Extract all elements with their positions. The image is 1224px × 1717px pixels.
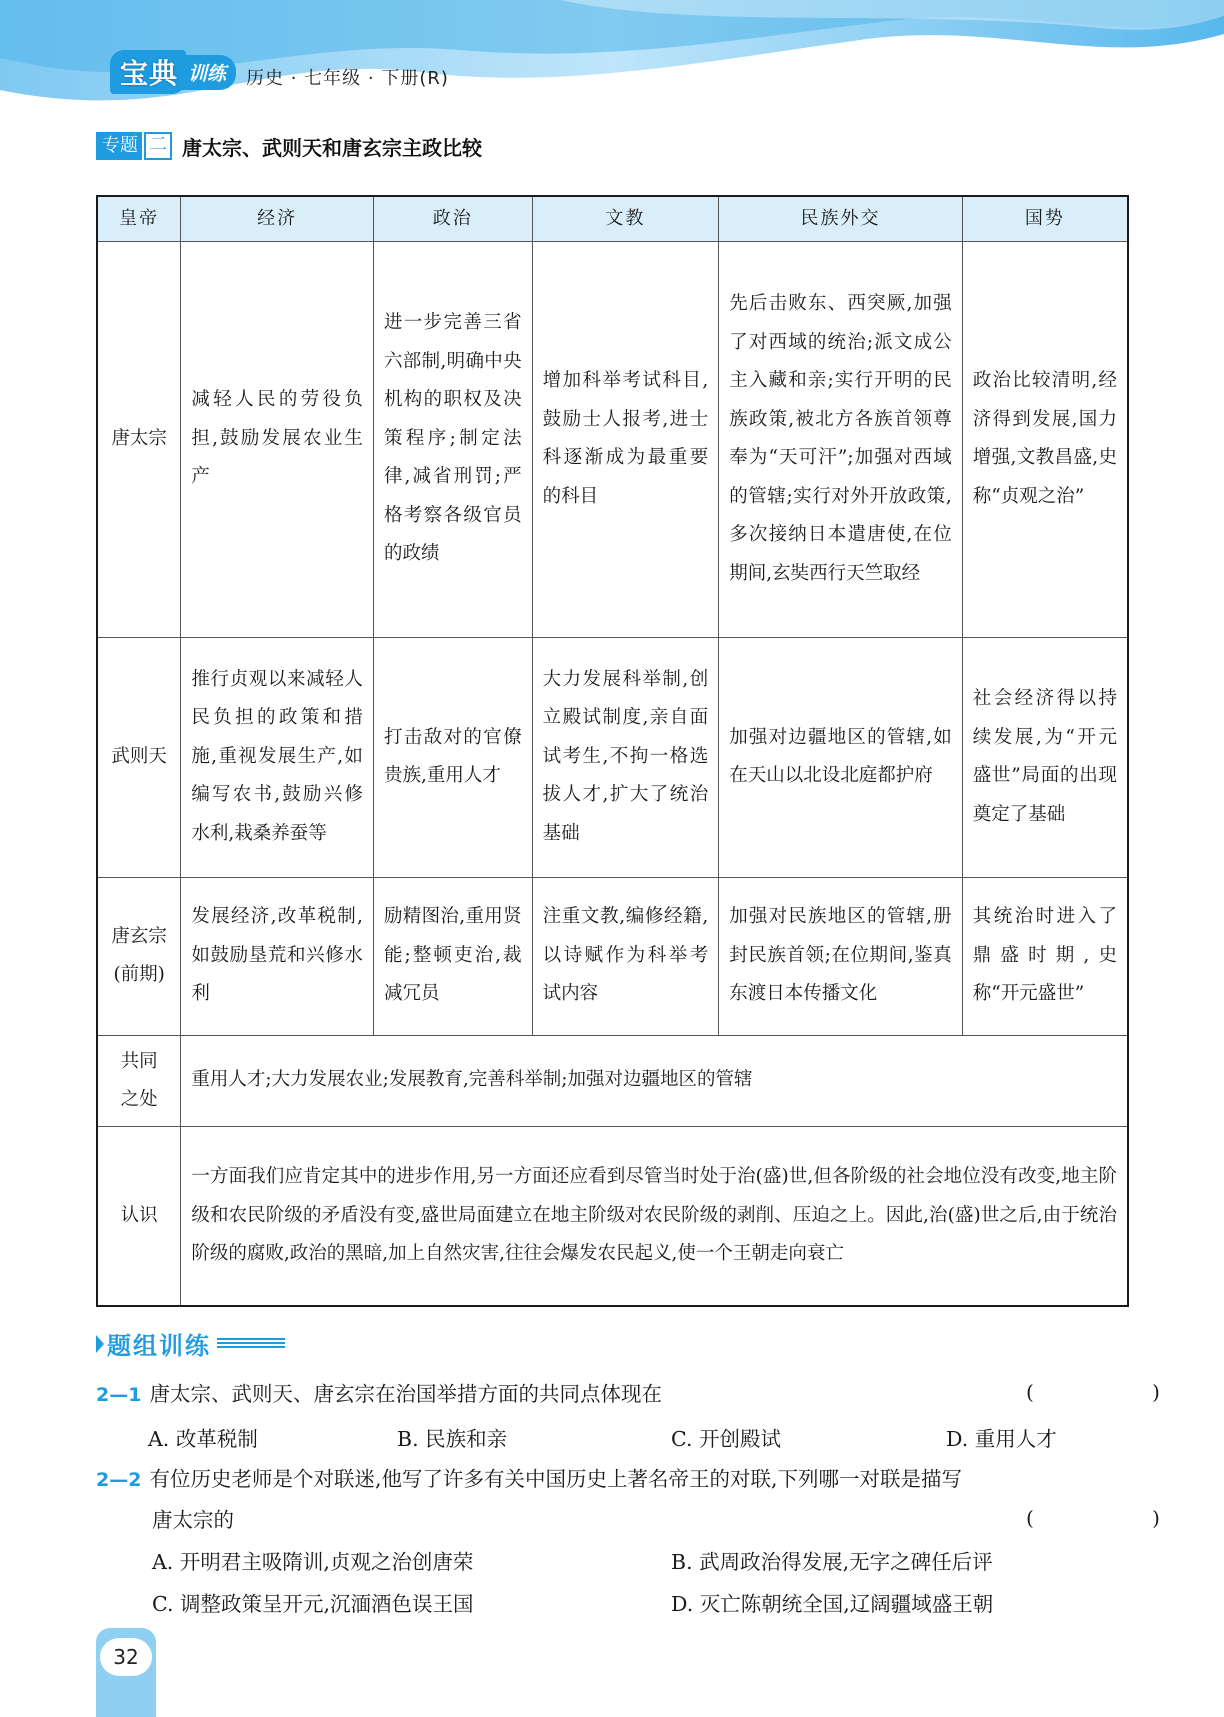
common-label-cell	[97, 1035, 181, 1126]
diplomacy-cell: 先后击败东、西突厥,加强了对西域的统治;派文成公主入藏和亲;实行开明的民族政策,被北方各族首领尊奉为“天可汗”;加强对西域的管辖;实行对外开放政策,多次接纳日本遣唐使,在位期间,玄奘西行天竺取经	[719, 241, 963, 637]
insight-label-cell: 认识	[97, 1126, 181, 1306]
topic-number: 二	[144, 132, 172, 160]
politics-cell: 励精图治,重用贤能;整顿吏治,裁减冗员	[373, 877, 532, 1035]
option-b[interactable]: B. 民族和亲	[397, 1427, 508, 1451]
header-cell-education: 文教	[532, 196, 719, 241]
question-number: 2—1	[96, 1384, 142, 1406]
option-d[interactable]: D. 灭亡陈朝统全国,辽阔疆域盛王朝	[671, 1592, 994, 1616]
question-2-1	[96, 1377, 662, 1412]
question-stem-continued: 唐太宗的	[152, 1508, 234, 1532]
economy-cell: 发展经济,改革税制,如鼓励垦荒和兴修水利	[181, 877, 374, 1035]
question-number: 2—2	[96, 1469, 142, 1491]
diplomacy-cell: 加强对边疆地区的管辖,如在天山以北设北庭都护府	[719, 637, 963, 877]
table-row	[97, 637, 1128, 877]
question-2-2	[96, 1462, 962, 1497]
header-cell-economy: 经济	[181, 196, 374, 241]
emperor-cell: 武则天	[97, 637, 181, 877]
education-cell: 大力发展科举制,创立殿试制度,亲自面试考生,不拘一格选拔人才,扩大了统治基础	[532, 637, 719, 877]
politics-cell: 进一步完善三省六部制,明确中央机构的职权及决策程序;制定法律,减省刑罚;严格考察各级官员的政绩	[373, 241, 532, 637]
brand-sub-text: 训练	[182, 55, 236, 90]
question-stem: 唐太宗、武则天、唐玄宗在治国举措方面的共同点体现在	[149, 1382, 662, 1406]
education-cell: 注重文教,编修经籍,以诗赋作为科举考试内容	[532, 877, 719, 1035]
question-stem: 有位历史老师是个对联迷,他写了许多有关中国历史上著名帝王的对联,下列哪一对联是描写	[149, 1467, 962, 1491]
brand-main-text: 宝典	[110, 50, 186, 94]
table-header-row	[97, 196, 1128, 241]
politics-cell: 打击敌对的官僚贵族,重用人才	[373, 637, 532, 877]
education-cell: 增加科举考试科目,鼓励士人报考,进士科逐渐成为最重要的科目	[532, 241, 719, 637]
header-cell-emperor: 皇帝	[97, 196, 181, 241]
emperor-note: (前期)	[113, 964, 165, 985]
table-row	[97, 241, 1128, 637]
table-row	[97, 877, 1128, 1035]
common-text-cell: 重用人才;大力发展农业;发展教育,完善科举制;加强对边疆地区的管辖	[181, 1035, 1128, 1126]
emperor-cell: 唐太宗	[97, 241, 181, 637]
table-row-insight	[97, 1126, 1128, 1306]
emperor-name: 唐玄宗	[111, 926, 167, 947]
emperor-cell	[97, 877, 181, 1035]
comparison-table	[96, 195, 1129, 1307]
brand-logo	[110, 52, 236, 92]
state-cell: 社会经济得以持续发展,为“开元盛世”局面的出现奠定了基础	[962, 637, 1128, 877]
exercise-section-heading	[96, 1326, 285, 1361]
economy-cell: 减轻人民的劳役负担,鼓励发展农业生产	[181, 241, 374, 637]
header-cell-state: 国势	[962, 196, 1128, 241]
state-cell: 其统治时进入了鼎盛时期,史称“开元盛世”	[962, 877, 1128, 1035]
topic-tag: 专题	[96, 132, 142, 160]
page-number: 32	[100, 1638, 152, 1676]
header-cell-politics: 政治	[373, 196, 532, 241]
table-row-common	[97, 1035, 1128, 1126]
topic-title: 唐太宗、武则天和唐玄宗主政比较	[182, 135, 482, 160]
option-c[interactable]: C. 开创殿试	[671, 1427, 781, 1451]
insight-text-cell: 一方面我们应肯定其中的进步作用,另一方面还应看到尽管当时处于治(盛)世,但各阶级的社会地位没有改变,地主阶级和农民阶级的矛盾没有变,盛世局面建立在地主阶级对农民阶级的剥削、压迫之上。因此,治(盛)世之后,由于统治阶级的腐败,政治的黑暗,加上自然灾害,往往会爆发农民起义,使一个王朝走向衰亡	[181, 1126, 1128, 1306]
answer-blank[interactable]: ( )	[1026, 1380, 1216, 1404]
section-title: 题组训练	[107, 1332, 211, 1360]
economy-cell: 推行贞观以来减轻人民负担的政策和措施,重视发展生产,如编写农书,鼓励兴修水利,栽桑养蚕等	[181, 637, 374, 877]
decorative-lines	[217, 1338, 285, 1350]
option-b[interactable]: B. 武周政治得发展,无字之碑任后评	[671, 1550, 993, 1574]
option-a[interactable]: A. 改革税制	[148, 1427, 258, 1451]
state-cell: 政治比较清明,经济得到发展,国力增强,文教昌盛,史称“贞观之治”	[962, 241, 1128, 637]
header-cell-diplomacy: 民族外交	[719, 196, 963, 241]
option-a[interactable]: A. 开明君主吸隋训,贞观之治创唐荣	[152, 1550, 474, 1574]
book-title: 历史 · 七年级 · 下册(R)	[246, 68, 449, 89]
diplomacy-cell: 加强对民族地区的管辖,册封民族首领;在位期间,鉴真东渡日本传播文化	[719, 877, 963, 1035]
triangle-marker-icon	[96, 1335, 104, 1353]
common-label-line2: 之处	[120, 1088, 158, 1110]
topic-heading	[96, 132, 482, 160]
answer-blank[interactable]: ( )	[1026, 1506, 1216, 1530]
option-d[interactable]: D. 重用人才	[946, 1427, 1057, 1451]
common-label-line1: 共同	[120, 1050, 158, 1072]
option-c[interactable]: C. 调整政策呈开元,沉湎酒色误王国	[152, 1592, 474, 1616]
